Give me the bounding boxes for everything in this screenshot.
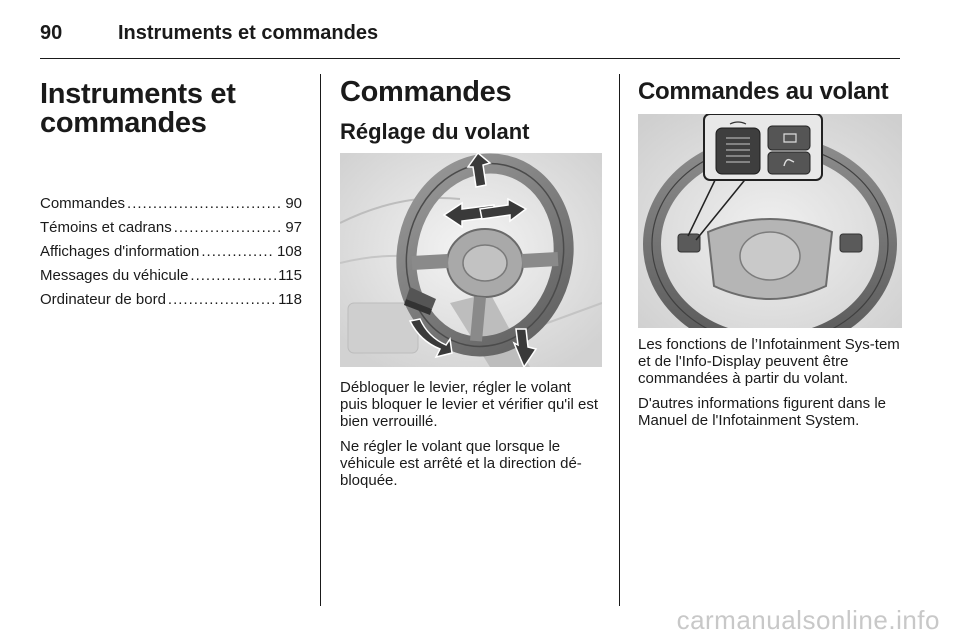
toc-label: Commandes <box>40 195 126 212</box>
toc-entry[interactable] <box>40 264 302 288</box>
toc-leader <box>127 192 283 216</box>
chapter-column <box>40 74 302 312</box>
toc-label: Ordinateur de bord <box>40 291 166 308</box>
body-paragraph: Ne régler le volant que lorsque le véhicule est arrêté et la direction dé-bloquée. <box>340 438 582 489</box>
running-title: Instruments et commandes <box>118 22 379 44</box>
toc-page: 118 <box>278 291 302 308</box>
page-number: 90 <box>40 22 63 44</box>
column-divider-2 <box>619 74 620 606</box>
toc-label: Affichages d'information <box>40 243 200 260</box>
toc-entry[interactable] <box>40 216 302 240</box>
steering-wheel-controls-illustration <box>638 114 902 328</box>
subsection-title: Réglage du volant <box>340 119 530 144</box>
body-paragraph: Les fonctions de l’Infotainment Sys-tem et de l'Info-Display peuvent être commandées à partir du volant. <box>638 336 900 387</box>
toc-leader <box>190 264 276 288</box>
column-divider-1 <box>320 74 321 606</box>
wheel-controls-column <box>638 74 902 429</box>
toc-page: 90 <box>285 195 302 212</box>
toc-leader <box>174 216 284 240</box>
toc-label: Messages du véhicule <box>40 267 189 284</box>
section-title: Commandes au volant <box>638 78 889 105</box>
toc-page: 108 <box>276 243 302 260</box>
section-title: Commandes <box>340 76 512 108</box>
body-paragraph: Débloquer le levier, régler le volant puis bloquer le levier et vérifier qu'il est bien verrouillé. <box>340 379 598 430</box>
toc-entry[interactable] <box>40 192 302 216</box>
page-header <box>40 14 900 54</box>
header-rule <box>40 58 900 59</box>
toc-entry[interactable] <box>40 240 302 264</box>
steering-adjustment-illustration <box>340 153 602 367</box>
toc-leader <box>201 240 275 264</box>
toc-page: 97 <box>285 219 302 236</box>
chapter-toc <box>40 192 302 312</box>
toc-entry[interactable] <box>40 288 302 312</box>
controls-column <box>340 74 602 489</box>
chapter-title: Instruments et commandes <box>40 78 236 139</box>
toc-label: Témoins et cadrans <box>40 219 172 236</box>
watermark: carmanualsonline.info <box>676 605 940 635</box>
body-paragraph: D'autres informations figurent dans le Manuel de l'Infotainment System. <box>638 395 886 429</box>
toc-page: 115 <box>278 267 302 284</box>
toc-leader <box>168 288 276 312</box>
